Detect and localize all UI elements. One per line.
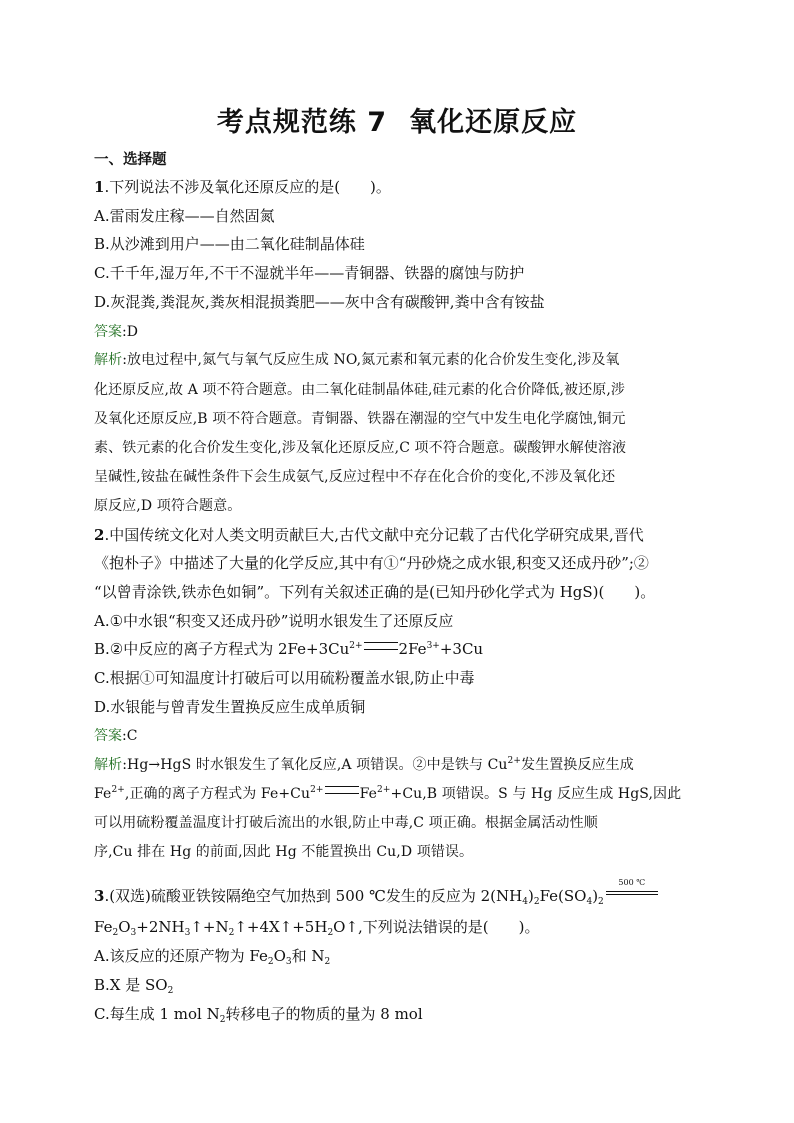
question-1-option-d: D.灰混粪,粪混灰,粪灰相混损粪肥——灰中含有碳酸钾,粪中含有铵盐 [94, 293, 545, 311]
question-2-analysis-line: 可以用硫粉覆盖温度计打破后流出的水银,防止中毒,C 项正确。根据金属活动性顺 [94, 815, 598, 831]
question-2-option-b: B.②中反应的离子方程式为 $2Fe+3Cu^{2+}$ $2Fe^{3+}+3Cu$ [94, 640, 484, 658]
question-1-analysis-line: 及氧化还原反应,B 项不符合题意。青铜器、铁器在潮湿的空气中发生电化学腐蚀,铜元 [94, 411, 626, 427]
question-2-stem: “以曾青涂铁,铁赤色如铜”。下列有关叙述正确的是(已知丹砂化学式为 HgS)( )。 [94, 583, 656, 601]
question-3-stem: $Fe_2O_3+2NH_3↑+N_2↑+4X↑+5H_2O↑$,下列说法错误的是( )。 [94, 918, 540, 938]
question-3-option-b: B.X 是 $SO_2$ [94, 976, 174, 996]
page-title [0, 100, 794, 139]
question-2-analysis-line: 解析:Hg→HgS 时水银发生了氧化反应,A 项错误。②中是铁与 $Cu^{2+}$发生置换反应生成 [94, 756, 634, 773]
question-3-stem: 3.(双选)硫酸亚铁铵隔绝空气加热到 500 ℃发生的反应为 $2(NH_4)_2Fe(SO_4)_2$ 500 ℃ [94, 883, 660, 906]
title-number: 考点规范练 7 [216, 107, 388, 138]
question-1-analysis-line: 化还原反应,故 A 项不符合题意。由二氧化硅制晶体硅,硅元素的化合价降低,被还原,涉 [94, 382, 626, 398]
question-2-stem: 《抱朴子》中描述了大量的化学反应,其中有①“丹砂烧之成水银,积变又还成丹砂”;② [94, 554, 649, 572]
question-3-option-c: C.每生成 1 mol $N_2$转移电子的物质的量为 8 mol [94, 1005, 423, 1025]
question-1-analysis-line: 解析:放电过程中,氮气与氧气反应生成 NO,氮元素和氧元素的化合价发生变化,涉及氧 [94, 352, 620, 368]
question-2-option-a: A.①中水银“积变又还成丹砂”说明水银发生了还原反应 [94, 612, 454, 630]
question-2-option-d: D.水银能与曾青发生置换反应生成单质铜 [94, 698, 366, 716]
question-2-analysis-line: 序,Cu 排在 Hg 的前面,因此 Hg 不能置换出 Cu,D 项错误。 [94, 844, 474, 860]
question-1-option-b: B.从沙滩到用户——由二氧化硅制晶体硅 [94, 235, 365, 253]
question-1-answer: 答案:D [94, 324, 138, 340]
question-2-answer: 答案:C [94, 728, 138, 744]
question-1-option-a: A.雷雨发庄稼——自然固氮 [94, 207, 275, 225]
question-2-stem: 2.中国传统文化对人类文明贡献巨大,古代文献中充分记载了古代化学研究成果,晋代 [94, 526, 644, 544]
title-topic: 氧化还原反应 [409, 107, 578, 138]
reaction-condition-arrow: 500 ℃ [604, 883, 660, 903]
question-2-analysis-line: $Fe^{2+}$,正确的离子方程式为 $Fe+Cu^{2+}$ $Fe^{2+}+Cu,B$ 项错误。S 与 Hg 反应生成 HgS,因此 [94, 785, 682, 802]
question-2-option-c: C.根据①可知温度计打破后可以用硫粉覆盖水银,防止中毒 [94, 669, 475, 687]
question-1-analysis-line: 素、铁元素的化合价发生变化,涉及氧化还原反应,C 项不符合题意。碳酸钾水解使溶液 [94, 440, 627, 456]
question-1-option-c: C.千千年,湿万年,不干不湿就半年——青铜器、铁器的腐蚀与防护 [94, 264, 525, 282]
section-heading: 一、选择题 [94, 152, 167, 168]
question-1-analysis-line: 原反应,D 项符合题意。 [94, 498, 242, 514]
question-1-stem: 1.下列说法不涉及氧化还原反应的是( )。 [94, 178, 391, 196]
question-3-option-a: A.该反应的还原产物为 $Fe_2O_3$和 $N_2$ [94, 947, 331, 967]
question-1-analysis-line: 呈碱性,铵盐在碱性条件下会生成氨气,反应过程中不存在化合价的变化,不涉及氧化还 [94, 469, 616, 485]
